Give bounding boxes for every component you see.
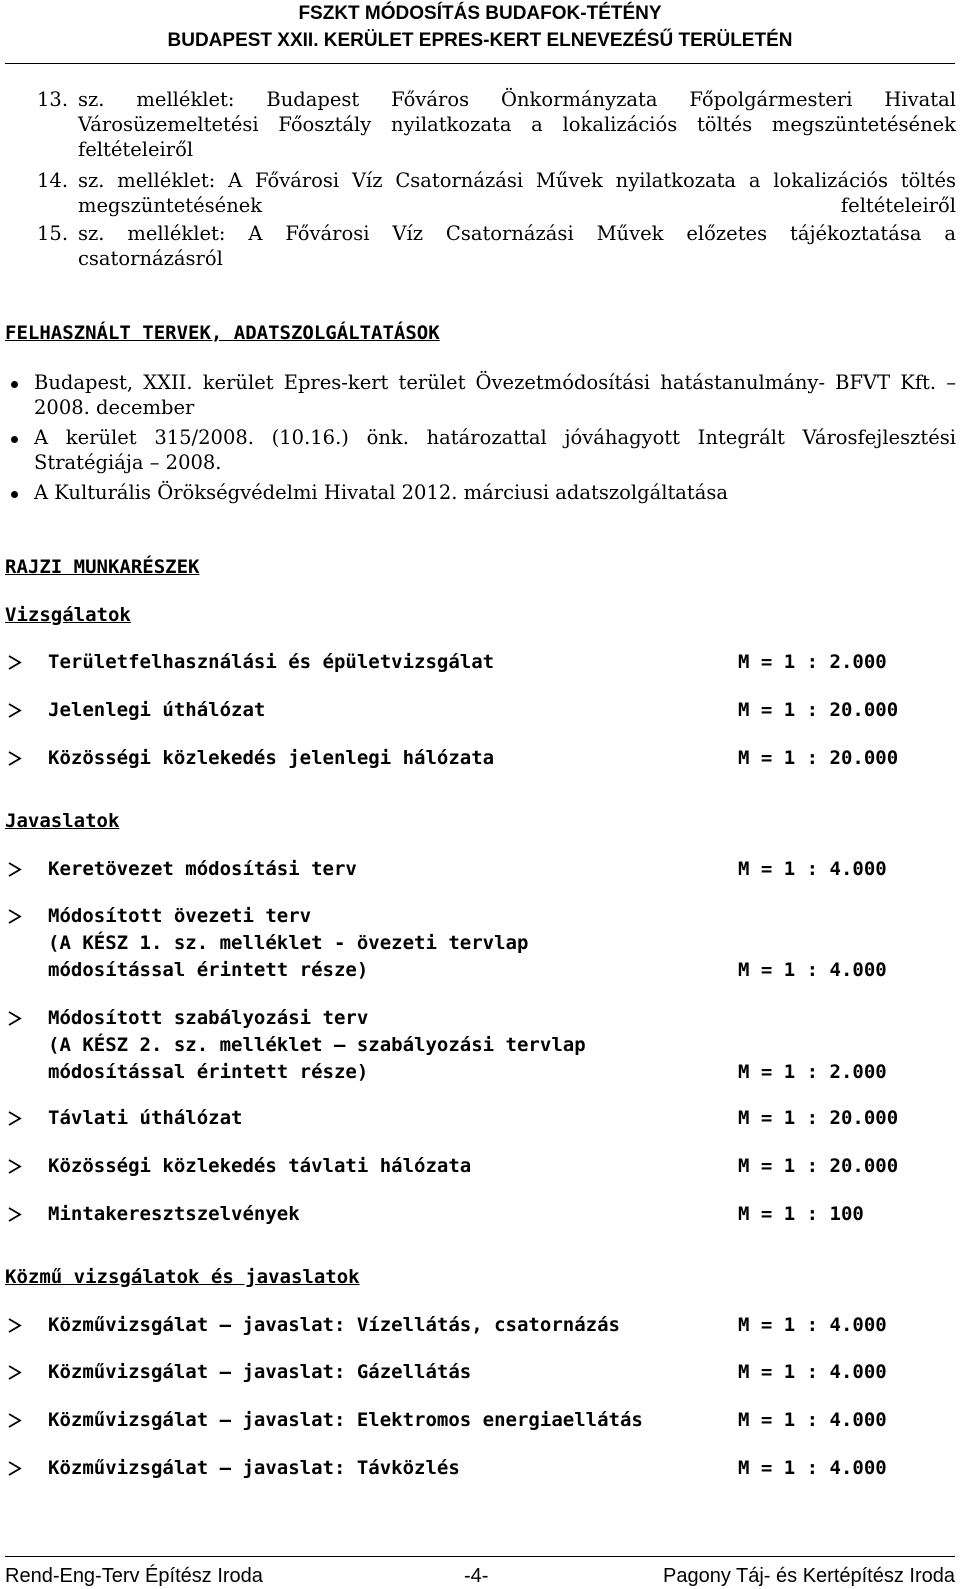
drawing-title: Jelenlegi úthálózat — [48, 699, 266, 721]
footer-right: Pagony Táj- és Kertépítész Iroda — [662, 1565, 955, 1587]
drawing-scale: M = 1 : 20.000 — [738, 1107, 899, 1129]
drawing-title: Módosított szabályozási terv — [48, 1007, 369, 1029]
header-title: FSZKT MÓDOSÍTÁS BUDAFOK-TÉTÉNY — [298, 3, 662, 24]
section-heading-drawings: RAJZI MUNKARÉSZEK — [5, 556, 200, 578]
subsection-heading-proposals: Javaslatok — [5, 810, 120, 832]
list-item-text: A Kulturális Örökségvédelmi Hivatal 2012. márciusi adatszolgáltatása — [34, 481, 729, 504]
drawing-title: Távlati úthálózat — [48, 1107, 243, 1129]
arrow-bullet-icon — [7, 655, 22, 670]
drawing-scale: M = 1 : 4.000 — [738, 1361, 887, 1383]
footer-rule — [5, 1556, 955, 1557]
drawing-title: Közösségi közlekedés jelenlegi hálózata — [48, 747, 495, 769]
drawing-title: Közművizsgálat – javaslat: Vízellátás, csatornázás — [48, 1314, 620, 1336]
arrow-bullet-icon — [7, 703, 22, 718]
list-item-text: A kerület 315/2008. (10.16.) önk. határozattal jóváhagyott Integrált Városfejlesztési Stratégiája – 2008. — [34, 426, 956, 474]
drawing-scale: M = 1 : 20.000 — [738, 747, 899, 769]
arrow-bullet-icon — [7, 1461, 22, 1476]
drawing-title-line: módosítással érintett része) — [48, 959, 369, 981]
list-item — [8, 370, 956, 420]
list-item — [8, 480, 956, 505]
annex-text: sz. melléklet: Budapest Főváros Önkormányzata Főpolgármesteri Hivatal Városüzemeltetési Főosztály nyilatkozata a lokalizációs töltés megszüntetésének feltételeiről — [78, 88, 956, 161]
bullet-icon — [11, 491, 18, 498]
arrow-bullet-icon — [7, 1111, 22, 1126]
drawing-scale: M = 1 : 4.000 — [738, 858, 887, 880]
arrow-bullet-icon — [7, 862, 22, 877]
drawing-title: Mintakeresztszelvények — [48, 1203, 300, 1225]
drawing-scale: M = 1 : 4.000 — [738, 1314, 887, 1336]
drawing-scale: M = 1 : 2.000 — [738, 1061, 887, 1083]
drawing-title: Közösségi közlekedés távlati hálózata — [48, 1155, 472, 1177]
drawing-title-line: (A KÉSZ 1. sz. melléklet - övezeti tervlap — [48, 932, 529, 954]
subsection-heading-utilities: Közmű vizsgálatok és javaslatok — [5, 1266, 360, 1288]
drawing-scale: M = 1 : 20.000 — [738, 1155, 899, 1177]
drawing-title: Közművizsgálat – javaslat: Gázellátás — [48, 1361, 472, 1383]
annex-15 — [37, 221, 956, 296]
drawing-scale: M = 1 : 2.000 — [738, 651, 887, 673]
arrow-bullet-icon — [7, 1207, 22, 1222]
footer-left: Rend-Eng-Terv Építész Iroda — [5, 1565, 263, 1587]
arrow-bullet-icon — [7, 1365, 22, 1380]
annex-text: sz. melléklet: A Fővárosi Víz Csatornázási Művek nyilatkozata a lokalizációs töltés megszüntetésének feltételeiről — [78, 169, 956, 217]
bullet-icon — [11, 436, 18, 443]
bullet-icon — [11, 381, 18, 388]
annex-text: sz. melléklet: A Fővárosi Víz Csatornázási Művek előzetes tájékoztatása a csatornázásról — [78, 222, 956, 270]
header-subtitle: BUDAPEST XXII. KERÜLET EPRES-KERT ELNEVEZÉSŰ TERÜLETÉN — [167, 30, 793, 51]
drawing-scale: M = 1 : 4.000 — [738, 1409, 887, 1431]
drawing-title: Közművizsgálat – javaslat: Távközlés — [48, 1457, 460, 1479]
drawing-scale: M = 1 : 100 — [738, 1203, 864, 1225]
header-rule — [5, 63, 955, 64]
drawing-scale: M = 1 : 4.000 — [738, 1457, 887, 1479]
drawing-title: Keretövezet módosítási terv — [48, 858, 357, 880]
arrow-bullet-icon — [7, 1011, 22, 1026]
annex-number: 15. — [37, 222, 69, 245]
list-item-text: Budapest, XXII. kerület Epres-kert terület Övezetmódosítási hatástanulmány- BFVT Kft. – 2008. december — [34, 371, 956, 419]
drawing-title: Közművizsgálat – javaslat: Elektromos energiaellátás — [48, 1409, 643, 1431]
drawing-scale: M = 1 : 4.000 — [738, 959, 887, 981]
arrow-bullet-icon — [7, 1159, 22, 1174]
drawing-title-line: (A KÉSZ 2. sz. melléklet – szabályozási tervlap — [48, 1034, 586, 1056]
list-item — [8, 425, 956, 475]
annex-number: 13. — [37, 88, 69, 111]
arrow-bullet-icon — [7, 909, 22, 924]
drawing-title-line: módosítással érintett része) — [48, 1061, 369, 1083]
section-heading-used-plans: FELHASZNÁLT TERVEK, ADATSZOLGÁLTATÁSOK — [5, 322, 440, 344]
drawing-title: Területfelhasználási és épületvizsgálat — [48, 651, 495, 673]
drawing-title: Módosított övezeti terv — [48, 905, 312, 927]
arrow-bullet-icon — [7, 1413, 22, 1428]
arrow-bullet-icon — [7, 1318, 22, 1333]
page-number: -4- — [464, 1565, 489, 1587]
arrow-bullet-icon — [7, 751, 22, 766]
subsection-heading-surveys: Vizsgálatok — [5, 604, 131, 626]
drawing-scale: M = 1 : 20.000 — [738, 699, 899, 721]
annex-number: 14. — [37, 169, 69, 192]
